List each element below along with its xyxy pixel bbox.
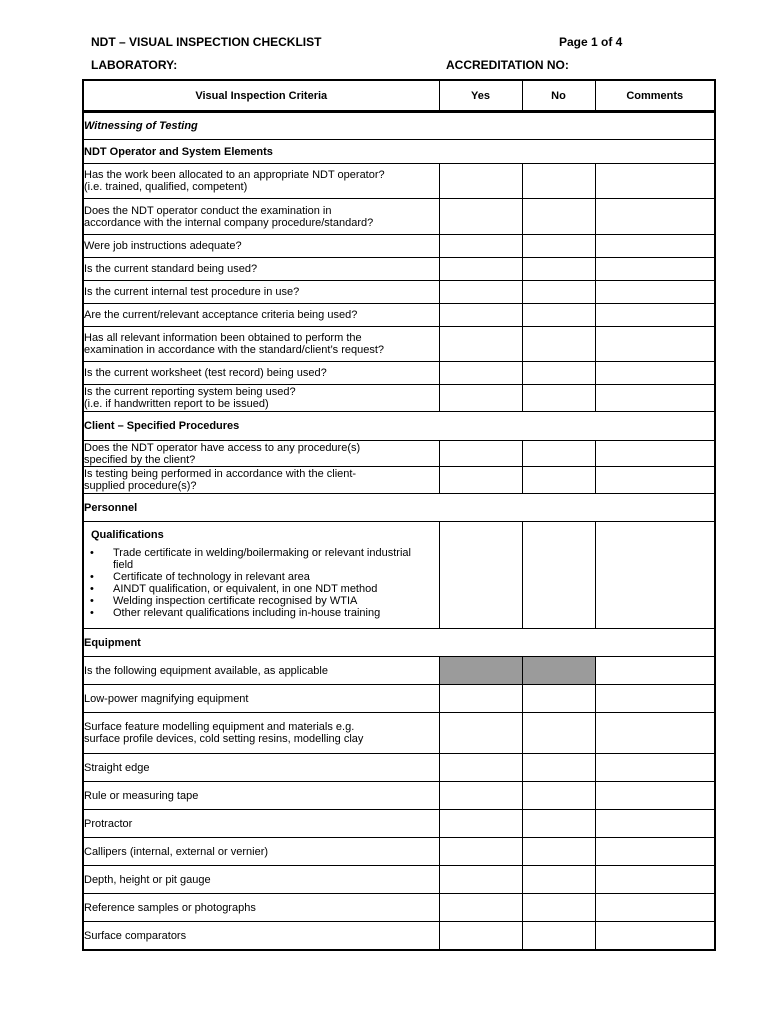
comments-cell[interactable] (595, 362, 715, 385)
yes-cell[interactable] (439, 164, 522, 199)
equipment-intro-row (83, 657, 715, 685)
checklist-row (83, 713, 715, 754)
column-header-row (83, 80, 715, 111)
criteria-cell (83, 304, 439, 327)
comments-cell[interactable] (595, 838, 715, 866)
comments-cell[interactable] (595, 235, 715, 258)
criteria-cell (83, 685, 439, 713)
criteria-text: Has all relevant information been obtained to perform the (84, 332, 362, 344)
no-cell[interactable] (522, 685, 595, 713)
criteria-text: (i.e. trained, qualified, competent) (84, 181, 248, 193)
yes-cell[interactable] (439, 327, 522, 362)
checklist-row (83, 866, 715, 894)
qualification-item: • Certificate of technology in relevant area (84, 571, 431, 583)
comments-cell[interactable] (595, 467, 715, 494)
no-cell[interactable] (522, 327, 595, 362)
accreditation-label: ACCREDITATION NO: (446, 58, 569, 72)
criteria-cell (83, 235, 439, 258)
criteria-cell (83, 838, 439, 866)
qualification-item: • Welding inspection certificate recognised by WTIA (84, 595, 431, 607)
criteria-cell (83, 385, 439, 412)
criteria-cell (83, 199, 439, 235)
qualification-item: • Other relevant qualifications including in-house training (84, 607, 431, 619)
criteria-text: Is the current worksheet (test record) being used? (84, 367, 327, 379)
section-row (83, 412, 715, 441)
column-header-no: No (522, 80, 595, 111)
column-header-comments: Comments (595, 80, 715, 111)
checklist-row (83, 281, 715, 304)
criteria-text: Reference samples or photographs (84, 901, 256, 914)
criteria-text: Protractor (84, 817, 133, 830)
comments-cell[interactable] (595, 685, 715, 713)
comments-cell[interactable] (595, 922, 715, 951)
criteria-text: Is testing being performed in accordance with the client- (84, 468, 357, 480)
comments-cell[interactable] (595, 713, 715, 754)
yes-cell[interactable] (439, 838, 522, 866)
checklist-row (83, 754, 715, 782)
checklist-row (83, 164, 715, 199)
checklist-row (83, 467, 715, 494)
yes-cell[interactable] (439, 385, 522, 412)
criteria-text: surface profile devices, cold setting resins, modelling clay (84, 733, 364, 745)
checklist-row (83, 810, 715, 838)
criteria-text: Is the current internal test procedure in use? (84, 286, 300, 298)
criteria-text: Low-power magnifying equipment (84, 692, 249, 705)
criteria-text: Surface feature modelling equipment and materials e.g. (84, 721, 355, 733)
no-cell[interactable] (522, 894, 595, 922)
no-cell[interactable] (522, 258, 595, 281)
comments-cell[interactable] (595, 782, 715, 810)
checklist-row (83, 362, 715, 385)
section-witnessing-title: Witnessing of Testing (83, 113, 715, 140)
column-header-yes: Yes (439, 80, 522, 111)
no-cell[interactable] (522, 922, 595, 951)
qualifications-title: Qualifications (91, 529, 164, 541)
comments-cell[interactable] (595, 866, 715, 894)
yes-cell-shaded (439, 657, 522, 685)
section-personnel-title: Personnel (83, 494, 715, 522)
comments-cell[interactable] (595, 258, 715, 281)
criteria-text: accordance with the internal company procedure/standard? (84, 216, 374, 229)
no-cell[interactable] (522, 199, 595, 235)
qualifications-list (84, 547, 439, 619)
yes-cell[interactable] (439, 199, 522, 235)
criteria-text: Were job instructions adequate? (84, 240, 242, 252)
criteria-text: Depth, height or pit gauge (84, 873, 211, 886)
qualifications-cell (83, 522, 439, 629)
comments-cell[interactable] (595, 441, 715, 467)
column-header-criteria: Visual Inspection Criteria (83, 80, 439, 111)
no-cell[interactable] (522, 754, 595, 782)
comments-cell[interactable] (595, 894, 715, 922)
checklist-row (83, 838, 715, 866)
criteria-cell (83, 810, 439, 838)
comments-cell[interactable] (595, 810, 715, 838)
no-cell[interactable] (522, 782, 595, 810)
section-operator-title: NDT Operator and System Elements (83, 140, 715, 164)
section-row (83, 113, 715, 140)
no-cell[interactable] (522, 164, 595, 199)
criteria-text: Is the current standard being used? (84, 263, 258, 275)
comments-cell[interactable] (595, 385, 715, 412)
no-cell[interactable] (522, 810, 595, 838)
no-cell[interactable] (522, 522, 595, 629)
comments-cell[interactable] (595, 164, 715, 199)
no-cell[interactable] (522, 281, 595, 304)
criteria-text: Is the current reporting system being used? (84, 386, 296, 398)
checklist-row (83, 199, 715, 235)
checklist-row (83, 894, 715, 922)
checklist-row (83, 685, 715, 713)
comments-cell[interactable] (595, 754, 715, 782)
criteria-cell (83, 164, 439, 199)
yes-cell[interactable] (439, 304, 522, 327)
section-row (83, 494, 715, 522)
yes-cell[interactable] (439, 713, 522, 754)
criteria-cell (83, 922, 439, 951)
no-cell[interactable] (522, 838, 595, 866)
comments-cell[interactable] (595, 199, 715, 235)
section-client-title: Client – Specified Procedures (83, 412, 715, 441)
criteria-cell (83, 894, 439, 922)
criteria-text: Are the current/relevant acceptance criteria being used? (84, 309, 358, 321)
no-cell-shaded (522, 657, 595, 685)
yes-cell[interactable] (439, 866, 522, 894)
yes-cell[interactable] (439, 441, 522, 467)
comments-cell[interactable] (595, 327, 715, 362)
criteria-cell (83, 327, 439, 362)
checklist-table (82, 79, 716, 951)
criteria-cell (83, 866, 439, 894)
no-cell[interactable] (522, 304, 595, 327)
criteria-text: Rule or measuring tape (84, 789, 199, 802)
comments-cell[interactable] (595, 657, 715, 685)
criteria-cell (83, 782, 439, 810)
criteria-cell (83, 441, 439, 467)
criteria-text: Straight edge (84, 761, 150, 774)
no-cell[interactable] (522, 385, 595, 412)
document-title: NDT – VISUAL INSPECTION CHECKLIST (91, 35, 322, 49)
no-cell[interactable] (522, 235, 595, 258)
yes-cell[interactable] (439, 235, 522, 258)
checklist-row (83, 441, 715, 467)
laboratory-label: LABORATORY: (91, 58, 178, 72)
criteria-text: Callipers (internal, external or vernier) (84, 845, 269, 858)
yes-cell[interactable] (439, 782, 522, 810)
equipment-intro: Is the following equipment available, as applicable (83, 657, 439, 685)
criteria-cell (83, 281, 439, 304)
yes-cell[interactable] (439, 362, 522, 385)
checklist-row (83, 235, 715, 258)
comments-cell[interactable] (595, 522, 715, 629)
checklist-row (83, 304, 715, 327)
comments-cell[interactable] (595, 304, 715, 327)
qualification-item: • AINDT qualification, or equivalent, in one NDT method (84, 583, 431, 595)
criteria-text: examination in accordance with the standard/client’s request? (84, 344, 385, 356)
checklist-row (83, 782, 715, 810)
criteria-cell (83, 713, 439, 754)
criteria-text: (i.e. if handwritten report to be issued) (84, 398, 269, 410)
checklist-row (83, 258, 715, 281)
checklist-row (83, 327, 715, 362)
page-number: Page 1 of 4 (559, 35, 623, 49)
no-cell[interactable] (522, 441, 595, 467)
no-cell[interactable] (522, 467, 595, 494)
criteria-text: Does the NDT operator have access to any procedure(s) (84, 441, 361, 454)
yes-cell[interactable] (439, 810, 522, 838)
yes-cell[interactable] (439, 522, 522, 629)
checklist-row (83, 385, 715, 412)
yes-cell[interactable] (439, 685, 522, 713)
section-equipment-title: Equipment (83, 629, 715, 657)
criteria-text: Surface comparators (84, 929, 187, 942)
section-row (83, 140, 715, 164)
criteria-text: specified by the client? (84, 453, 196, 466)
section-row (83, 629, 715, 657)
criteria-cell (83, 258, 439, 281)
criteria-text: supplied procedure(s)? (84, 480, 197, 492)
yes-cell[interactable] (439, 754, 522, 782)
no-cell[interactable] (522, 362, 595, 385)
criteria-cell (83, 754, 439, 782)
qualification-item: • Trade certificate in welding/boilermaking or relevant industrial field (84, 547, 431, 571)
yes-cell[interactable] (439, 922, 522, 951)
criteria-cell (83, 362, 439, 385)
criteria-cell (83, 467, 439, 494)
yes-cell[interactable] (439, 281, 522, 304)
no-cell[interactable] (522, 866, 595, 894)
criteria-text: Has the work been allocated to an appropriate NDT operator? (84, 169, 385, 181)
yes-cell[interactable] (439, 894, 522, 922)
qualifications-row (83, 522, 715, 629)
comments-cell[interactable] (595, 281, 715, 304)
yes-cell[interactable] (439, 467, 522, 494)
no-cell[interactable] (522, 713, 595, 754)
yes-cell[interactable] (439, 258, 522, 281)
checklist-row (83, 922, 715, 951)
criteria-text: Does the NDT operator conduct the examination in (84, 204, 332, 217)
